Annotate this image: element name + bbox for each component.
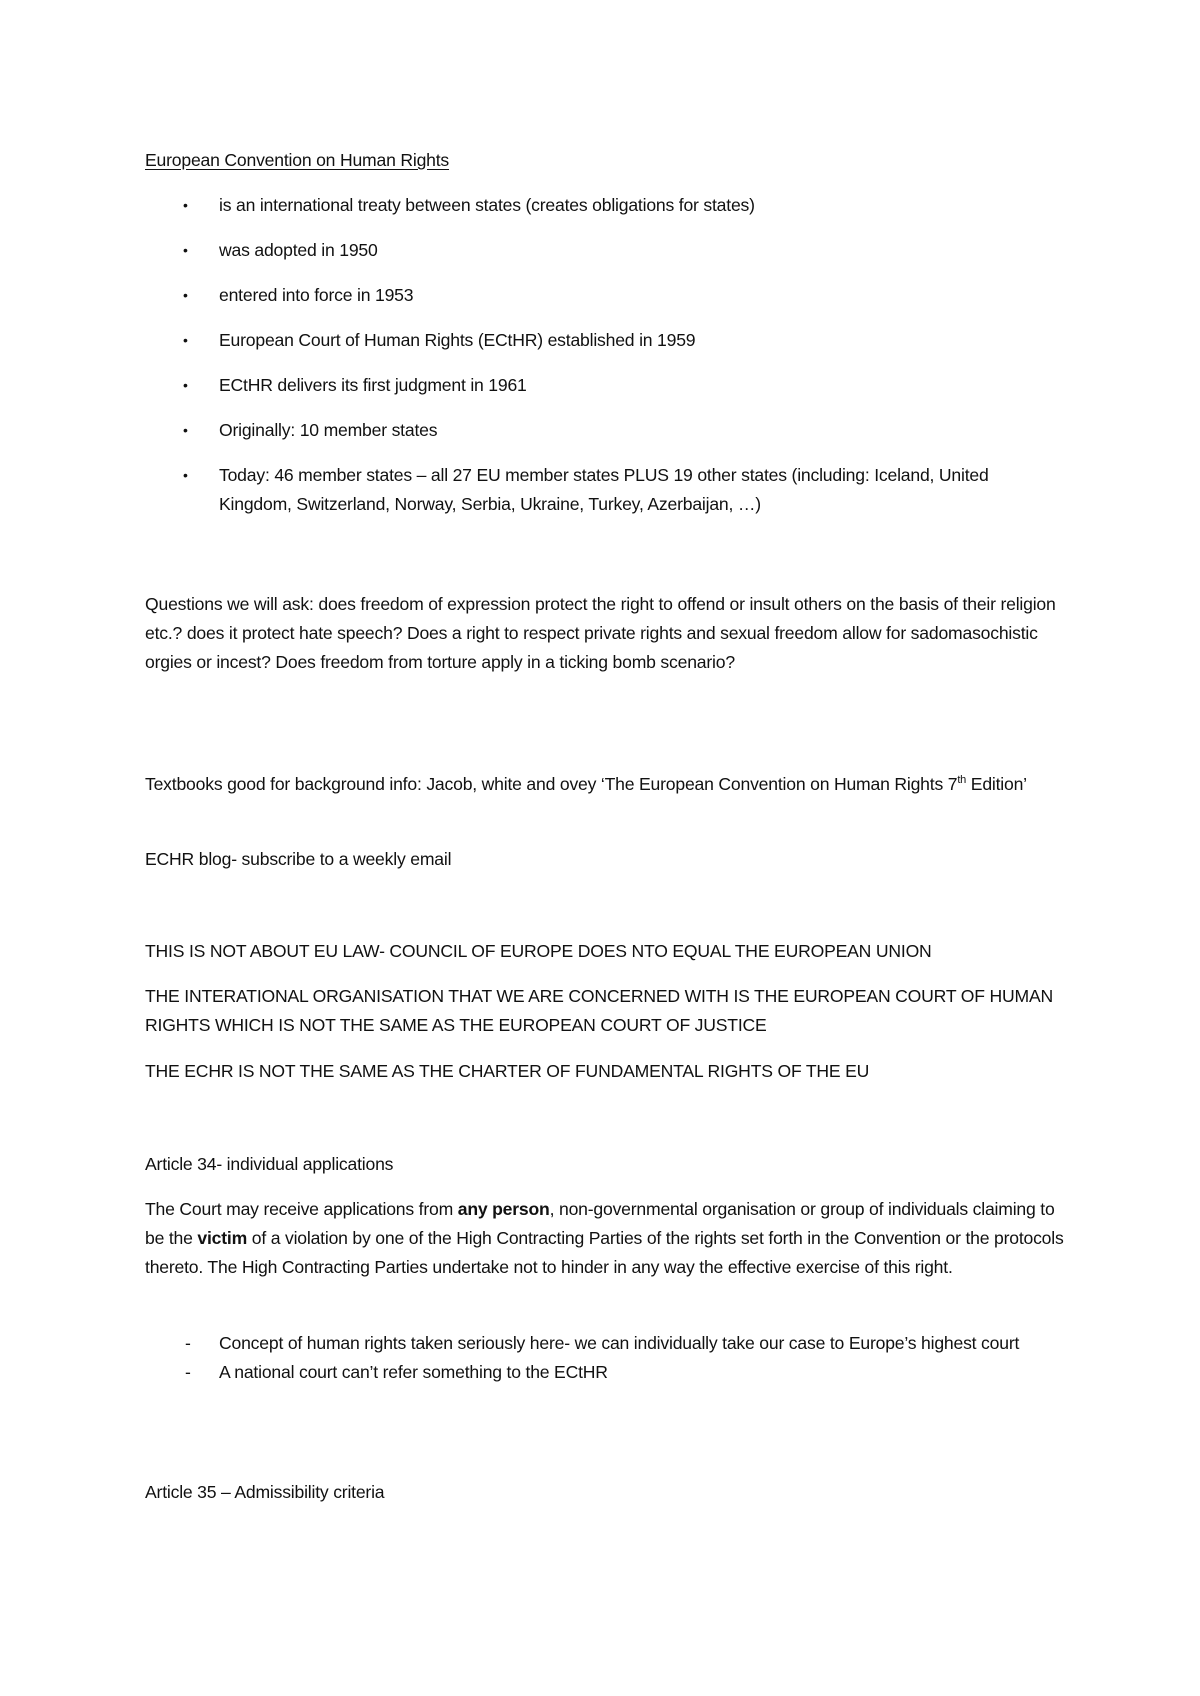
bullet-item: • European Court of Human Rights (ECtHR) established in 1959 [145,326,1065,355]
article34-heading: Article 34- individual applications [145,1154,394,1174]
dash-item: - A national court can’t refer something to the ECtHR [145,1358,1065,1387]
bullet-marker: • [183,197,188,213]
bullet-item: • entered into force in 1953 [145,281,1065,310]
bullet-marker: • [183,242,188,258]
bullet-item: • is an international treaty between states (creates obligations for states) [145,191,1065,220]
caps-note: THE INTERATIONAL ORGANISATION THAT WE ARE CONCERNED WITH IS THE EUROPEAN COURT OF HUMAN RIGHTS WHICH IS NOT THE SAME AS THE EUROPEAN COURT OF JUSTICE [145,986,1053,1035]
questions-paragraph: Questions we will ask: does freedom of expression protect the right to offend or insult others on the basis of their religion etc.? does it protect hate speech? Does a right to respect private rights and sexual freedom allow for sadomasochistic orgies or incest? Does freedom from torture apply in a ticking bomb scenario? [145,594,1056,672]
bullet-marker: • [183,287,188,303]
bullet-item: • ECtHR delivers its first judgment in 1961 [145,371,1065,400]
convention-bullet-list [145,191,1065,535]
textbooks-superscript: th [957,774,967,787]
dash-item: - Concept of human rights taken seriously here- we can individually take our case to Europe’s highest court [145,1329,1065,1358]
caps-note: THIS IS NOT ABOUT EU LAW- COUNCIL OF EUROPE DOES NTO EQUAL THE EUROPEAN UNION [145,941,932,961]
emphasis-victim: victim [197,1228,248,1248]
bullet-marker: • [183,332,188,348]
bullet-item: • was adopted in 1950 [145,236,1065,265]
bullet-marker: • [183,467,188,483]
bullet-item: • Originally: 10 member states [145,416,1065,445]
caps-note: THE ECHR IS NOT THE SAME AS THE CHARTER OF FUNDAMENTAL RIGHTS OF THE EU [145,1061,870,1081]
textbooks-text: Textbooks good for background info: Jacob, white and ovey ‘The European Convention on Human Rights 7 [145,774,958,794]
bullet-marker: • [183,422,188,438]
dash-marker: - [185,1362,191,1382]
textbooks-text-end: Edition’ [966,774,1027,794]
emphasis-any-person: any person [457,1199,550,1219]
dash-marker: - [185,1333,191,1353]
bullet-item: • Today: 46 member states – all 27 EU member states PLUS 19 other states (including: Iceland, United Kingdom, Switzerland, Norway, Serbia, Ukraine, Turkey, Azerbaijan, …) [145,461,1065,519]
article34-dash-list [145,1329,1065,1387]
convention-heading: European Convention on Human Rights [145,150,450,170]
article34-text: The Court may receive applications from any person, non-governmental organisation or group of individuals claiming to be the victim of a violation by one of the High Contracting Parties of the rights set forth in the Convention or the protocols thereto. The High Contracting Parties undertake not to hinder in any way the effective exercise of this right. [145,1199,1064,1277]
article35-heading: Article 35 – Admissibility criteria [145,1482,385,1502]
bullet-marker: • [183,377,188,393]
textbooks-paragraph [145,770,1065,799]
blog-note: ECHR blog- subscribe to a weekly email [145,849,452,869]
